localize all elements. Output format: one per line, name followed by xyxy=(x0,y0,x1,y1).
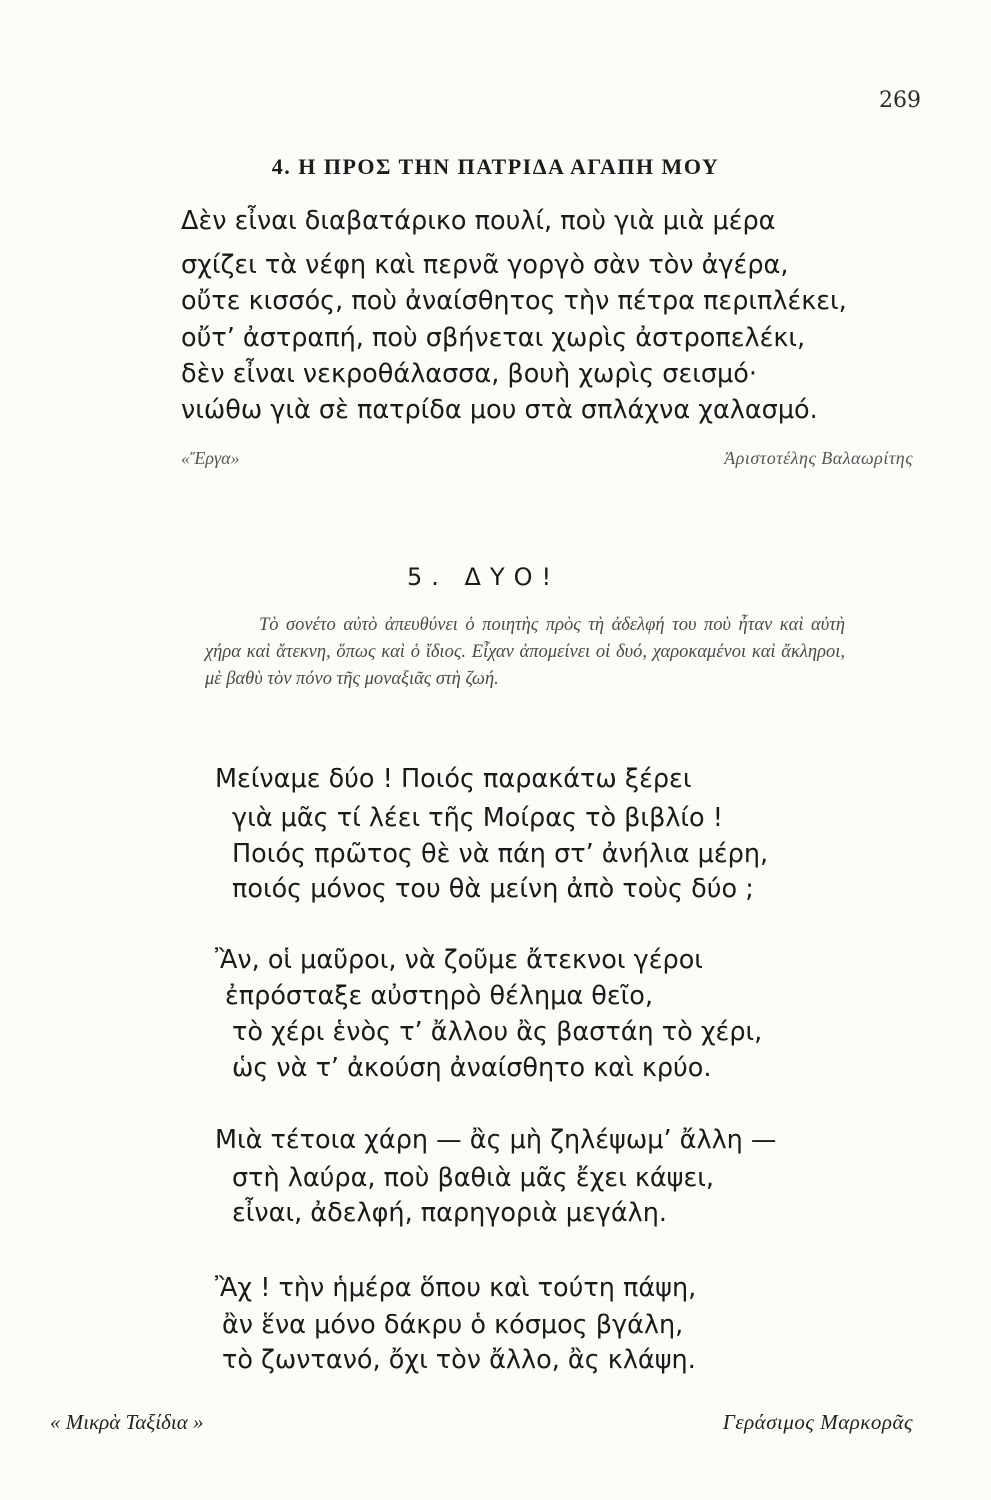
poem1-line: δὲν εἶναι νεκροθάλασσα, βουὴ χωρὶς σεισμό· xyxy=(181,359,757,389)
page-number: 269 xyxy=(879,88,921,113)
poem2-line: στὴ λαύρα, ποὺ βαθιὰ μᾶς ἔχει κάψει, xyxy=(232,1163,714,1193)
poem1-line: οὔτ’ ἀστραπή, ποὺ σβήνεται χωρὶς ἀστροπελέκι, xyxy=(181,323,806,353)
poem2-intro: Τὸ σονέτο αὐτὸ ἀπευθύνει ὁ ποιητὴς πρὸς τὴ ἀδελφή του ποὺ ἦταν καὶ αὐτὴ χήρα καὶ ἄτεκνη, ὅπως καὶ ὁ ἴδιος. Εἶχαν ἀπομείνει οἱ δυό, χαροκαμένοι καὶ ἄκληροι, μὲ βαθὺ τὸν πόνο τῆς μοναξιᾶς στὴ ζωή. xyxy=(205,615,845,689)
poem2-line: ποιός μόνος του θὰ μείνη ἀπὸ τοὺς δύο ; xyxy=(232,874,754,904)
poem1-line: Δὲν εἶναι διαβατάρικο πουλί, ποὺ γιὰ μιὰ μέρα xyxy=(181,206,776,236)
poem1-line: οὔτε κισσός, ποὺ ἀναίσθητος τὴν πέτρα περιπλέκει, xyxy=(181,286,847,316)
poem2-source: « Μικρὰ Ταξίδια » xyxy=(50,1410,204,1434)
poem1-line: νιώθω γιὰ σὲ πατρίδα μου στὰ σπλάχνα χαλασμό. xyxy=(181,395,818,425)
poem1-line: σχίζει τὰ νέφη καὶ περνᾶ γοργὸ σὰν τὸν ἀγέρα, xyxy=(181,250,789,280)
poem2-line: εἶναι, ἀδελφή, παρηγοριὰ μεγάλη. xyxy=(232,1198,667,1228)
poem2-line: τὸ χέρι ἑνὸς τ’ ἄλλου ἂς βαστάη τὸ χέρι, xyxy=(232,1017,763,1047)
poem2-line: Ἂχ ! τὴν ἡμέρα ὅπου καὶ τούτη πάψη, xyxy=(215,1273,697,1303)
poem2-line: γιὰ μᾶς τί λέει τῆς Μοίρας τὸ βιβλίο ! xyxy=(232,803,723,833)
poem2-line: ὡς νὰ τ’ ἀκούση ἀναίσθητο καὶ κρύο. xyxy=(232,1053,712,1083)
poem1-title: 4. Η ΠΡΟΣ ΤΗΝ ΠΑΤΡΙΔΑ ΑΓΑΠΗ ΜΟΥ xyxy=(271,154,720,179)
poem1-source: «Ἔργα» xyxy=(181,448,240,468)
poem2-line: ἂν ἕνα μόνο δάκρυ ὁ κόσμος βγάλη, xyxy=(222,1310,684,1340)
poem1-author: Ἀριστοτέλης Βαλαωρίτης xyxy=(724,448,913,468)
poem2-line: Ποιός πρῶτος θὲ νὰ πάη στ’ ἀνήλια μέρη, xyxy=(232,839,769,869)
poem2-line: Μιὰ τέτοια χάρη — ἂς μὴ ζηλέψωμ’ ἄλλη — xyxy=(215,1125,777,1155)
poem2-line: Ἂν, οἱ μαῦροι, νὰ ζοῦμε ἄτεκνοι γέροι xyxy=(215,945,703,975)
poem2-line: τὸ ζωντανό, ὄχι τὸν ἄλλο, ἂς κλάψη. xyxy=(222,1345,696,1375)
poem2-line: ἐπρόσταξε αὐστηρὸ θέλημα θεῖο, xyxy=(225,981,653,1011)
poem2-title: 5. ΔΥΟ! xyxy=(407,563,561,591)
poem2-line: Μείναμε δύο ! Ποιός παρακάτω ξέρει xyxy=(215,764,692,794)
poem2-author: Γεράσιμος Μαρκορᾶς xyxy=(722,1410,913,1434)
